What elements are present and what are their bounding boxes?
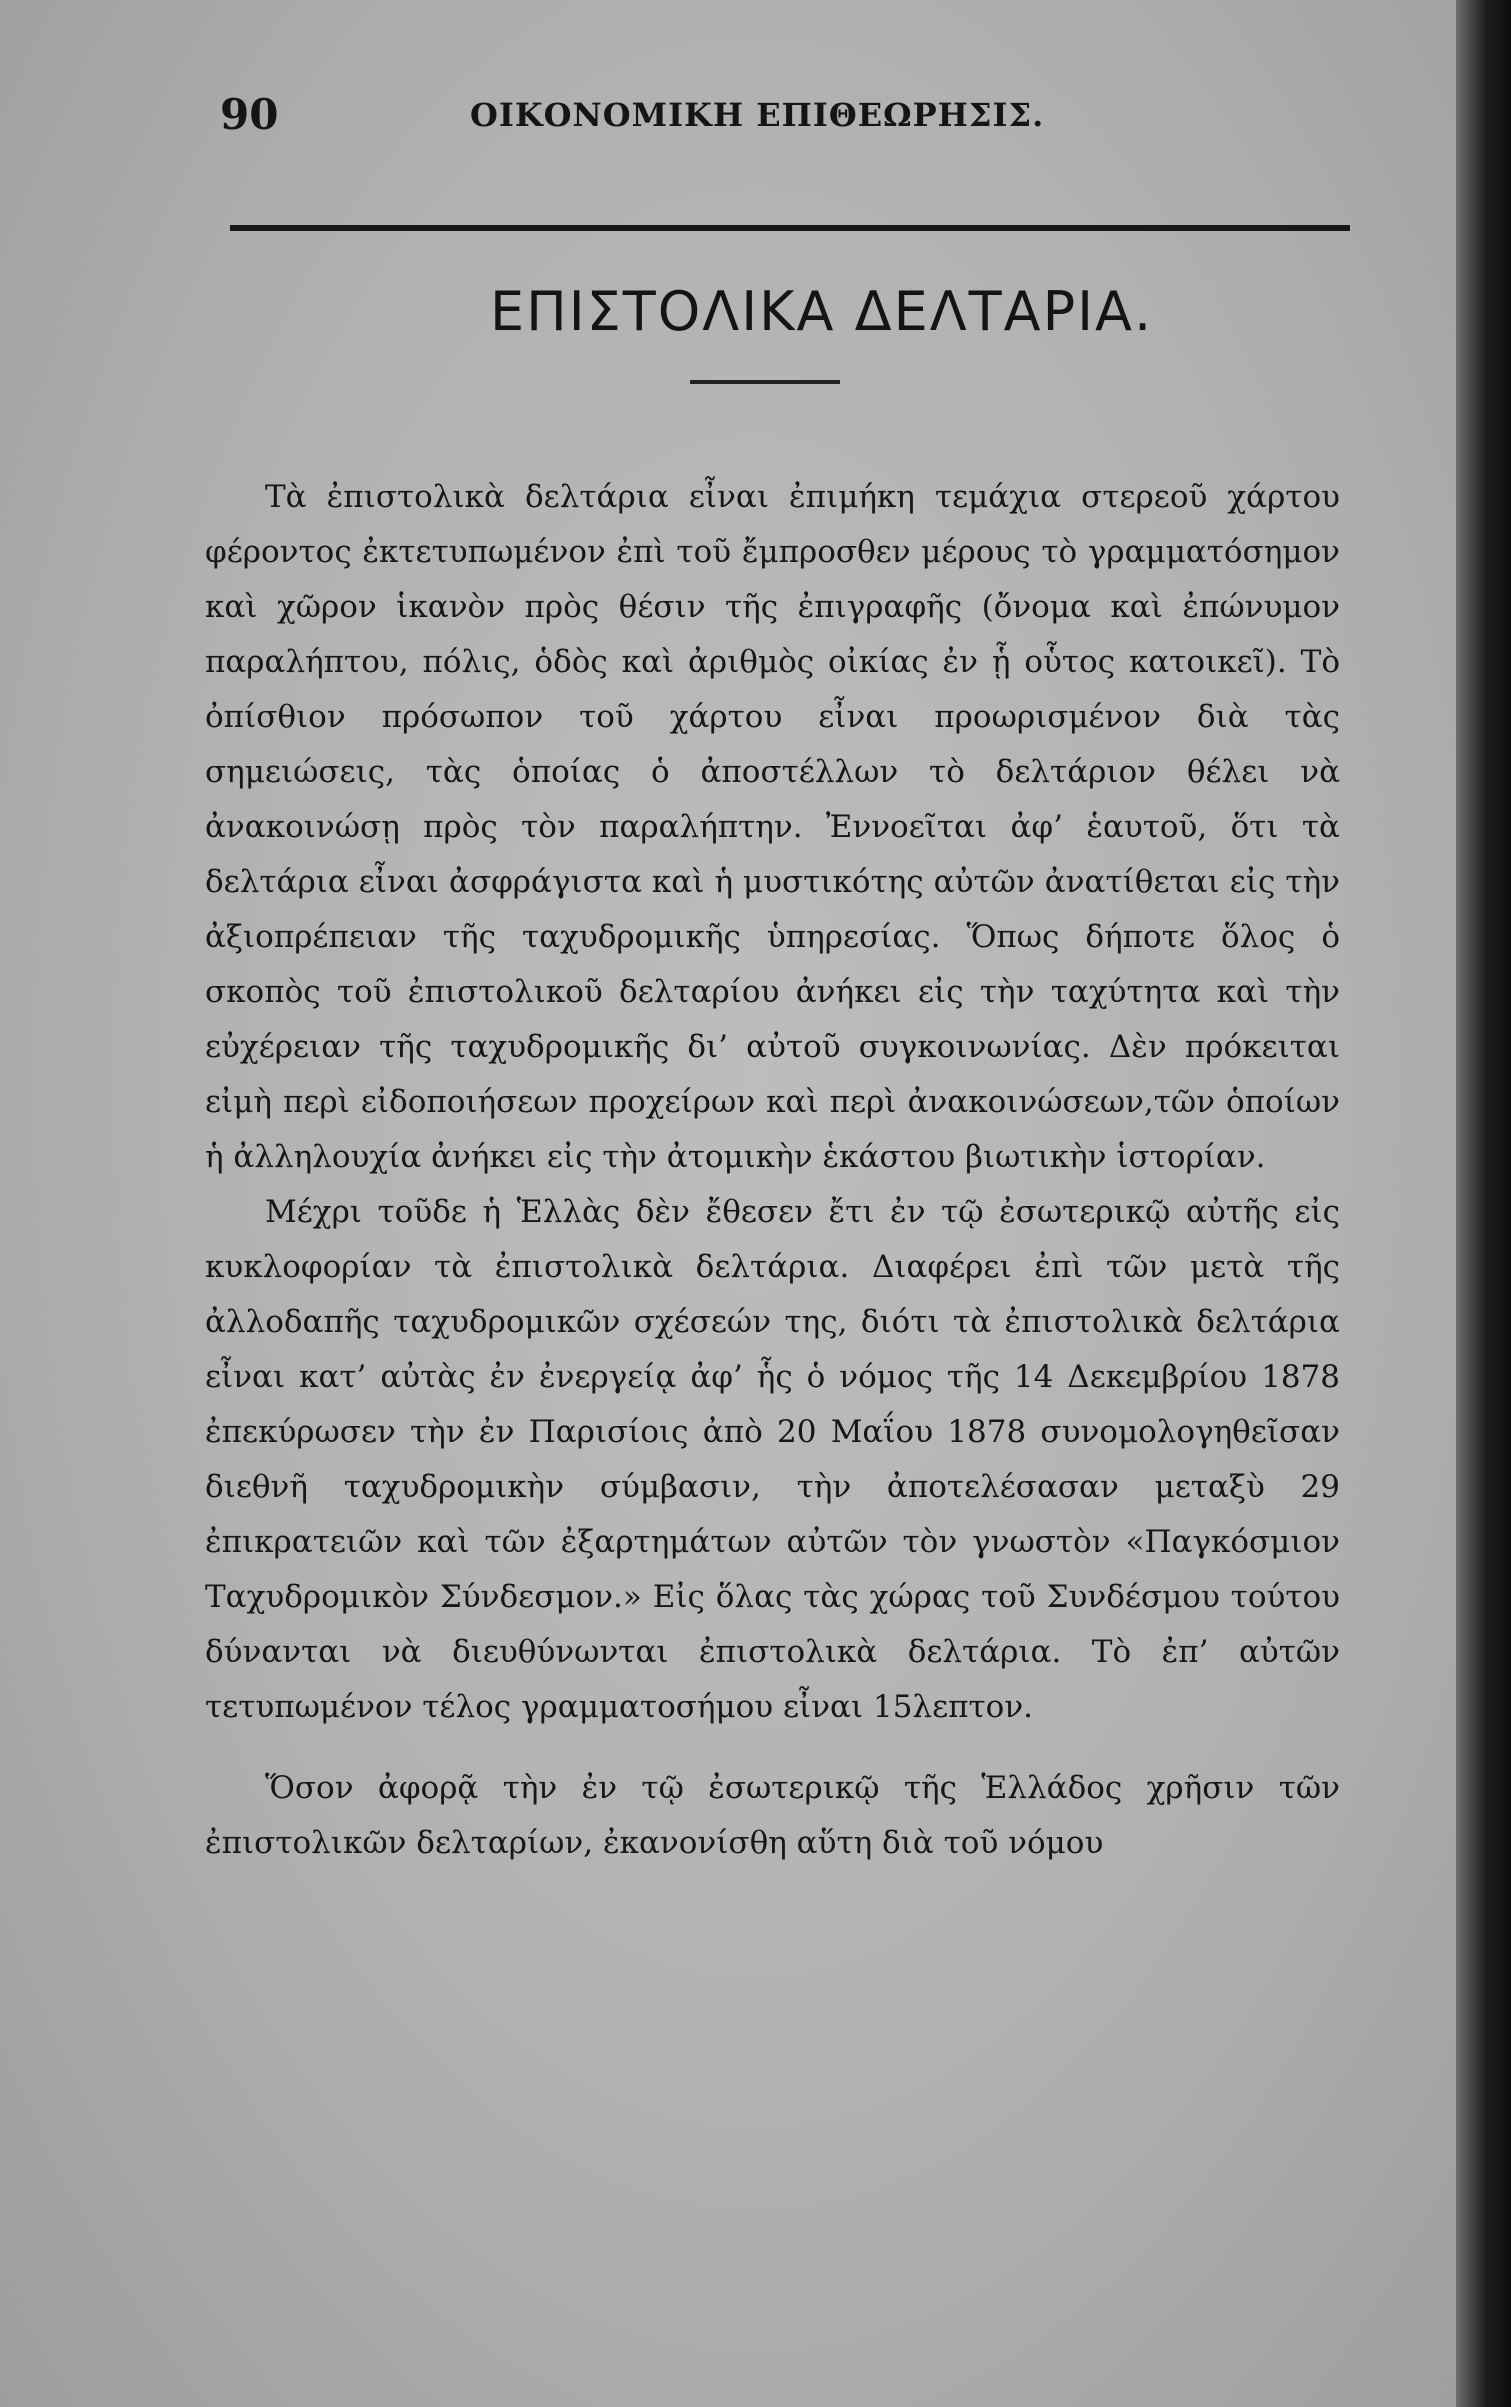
- book-gutter-shadow: [1456, 0, 1511, 2407]
- header-rule: [230, 225, 1350, 231]
- section-title: ΕΠΙΣΤΟΛΙΚΑ ΔΕΛΤΑΡΙΑ.: [490, 280, 1154, 343]
- title-divider: [690, 380, 840, 384]
- page-number: 90: [220, 90, 279, 139]
- running-header: [220, 90, 1220, 150]
- paragraph: Τὰ ἐπιστολικὰ δελτάρια εἶναι ἐπιμήκη τεμάχια στερεοῦ χάρτου φέροντος ἐκτετυπωμένον ἐπὶ τοῦ ἔμπροσθεν μέρους τὸ γραμματόσημον καὶ χῶρον ἱκανὸν πρὸς θέσιν τῆς ἐπιγραφῆς (ὄνομα καὶ ἐπώνυμον παραλήπτου, πόλις, ὁδὸς καὶ ἀριθμὸς οἰκίας ἐν ᾗ οὗτος κατοικεῖ). Τὸ ὀπίσθιον πρόσωπον τοῦ χάρτου εἶναι προωρισμένον διὰ τὰς σημειώσεις, τὰς ὁποίας ὁ ἀποστέλλων τὸ δελτάριον θέλει νὰ ἀνακοινώσῃ πρὸς τὸν παραλήπτην. Ἐννοεῖται ἀφ’ ἑαυτοῦ, ὅτι τὰ δελτάρια εἶναι ἀσφράγιστα καὶ ἡ μυστικότης αὐτῶν ἀνατίθεται εἰς τὴν ἀξιοπρέπειαν τῆς ταχυδρομικῆς ὑπηρεσίας. Ὅπως δήποτε ὅλος ὁ σκοπὸς τοῦ ἐπιστολικοῦ δελταρίου ἀνήκει εἰς τὴν ταχύτητα καὶ τὴν εὐχέρειαν τῆς ταχυδρομικῆς δι’ αὐτοῦ συγκοινωνίας. Δὲν πρόκειται εἰμὴ περὶ εἰδοποιήσεων προχείρων καὶ περὶ ἀνακοινώσεων,τῶν ὁποίων ἡ ἀλληλουχία ἀνήκει εἰς τὴν ἀτομικὴν ἑκάστου βιωτικὴν ἱστορίαν.: [205, 479, 1340, 1175]
- article-body: [205, 470, 1340, 1871]
- paragraph: Ὅσον ἀφορᾷ τὴν ἐν τῷ ἐσωτερικῷ τῆς Ἑλλάδος χρῆσιν τῶν ἐπιστολικῶν δελταρίων, ἐκανονίσθη αὕτη διὰ τοῦ νόμου: [205, 1770, 1340, 1861]
- running-title: ΟΙΚΟΝΟΜΙΚΗ ΕΠΙΘΕΩΡΗΣΙΣ.: [470, 96, 1045, 134]
- paragraph: Μέχρι τοῦδε ἡ Ἑλλὰς δὲν ἔθεσεν ἔτι ἐν τῷ ἐσωτερικῷ αὐτῆς εἰς κυκλοφορίαν τὰ ἐπιστολικὰ δελτάρια. Διαφέρει ἐπὶ τῶν μετὰ τῆς ἀλλοδαπῆς ταχυδρομικῶν σχέσεών της, διότι τὰ ἐπιστολικὰ δελτάρια εἶναι κατ’ αὐτὰς ἐν ἐνεργείᾳ ἀφ’ ἧς ὁ νόμος τῆς 14 Δεκεμβρίου 1878 ἐπεκύρωσεν τὴν ἐν Παρισίοις ἀπὸ 20 Μαΐου 1878 συνομολογηθεῖσαν διεθνῆ ταχυδρομικὴν σύμβασιν, τὴν ἀποτελέσασαν μεταξὺ 29 ἐπικρατειῶν καὶ τῶν ἐξαρτημάτων αὐτῶν τὸν γνωστὸν «Παγκόσμιον Ταχυδρομικὸν Σύνδεσμον.» Εἰς ὅλας τὰς χώρας τοῦ Συνδέσμου τούτου δύνανται νὰ διευθύνωνται ἐπιστολικὰ δελτάρια. Τὸ ἐπ’ αὐτῶν τετυπωμένον τέλος γραμματοσήμου εἶναι 15λεπτον.: [205, 1194, 1340, 1725]
